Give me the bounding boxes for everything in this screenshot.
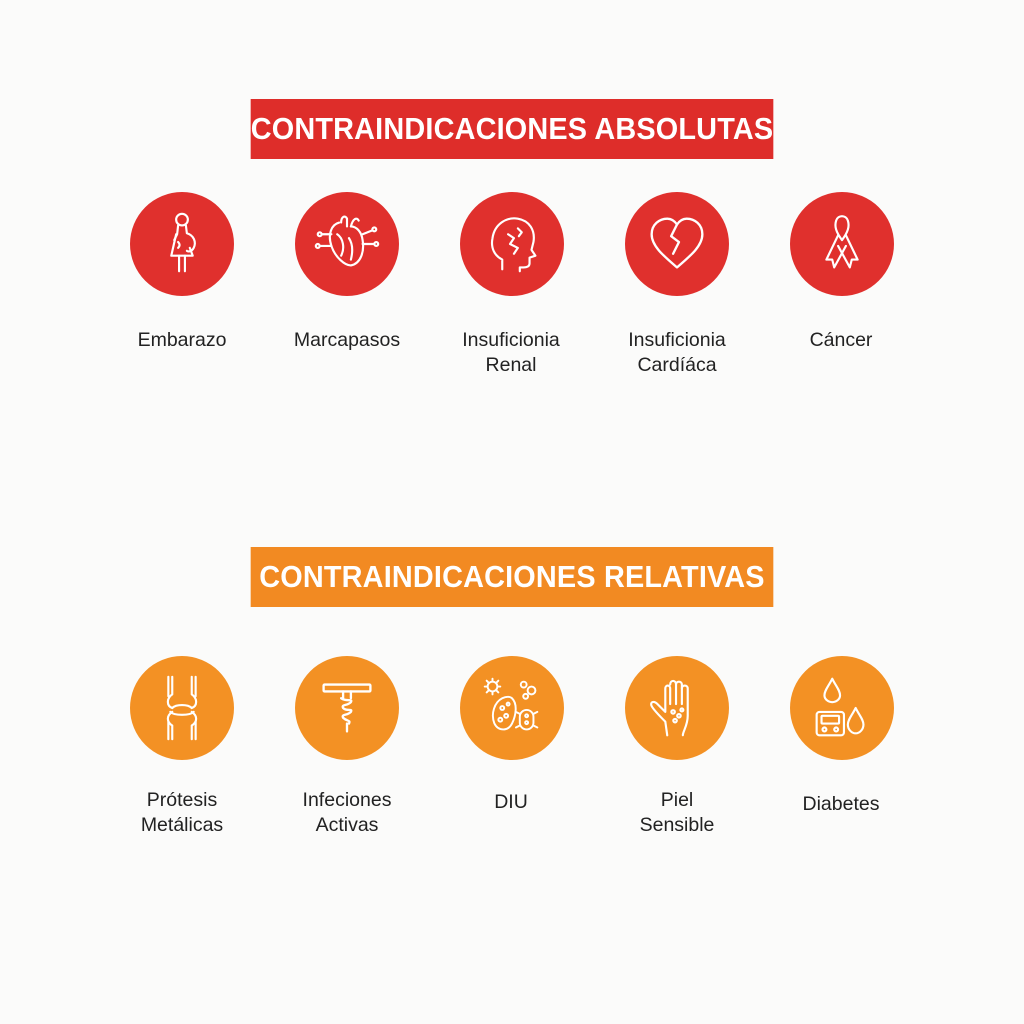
relative-contraindications-banner (251, 547, 774, 607)
item-label-cancer: Cáncer (809, 329, 873, 351)
item-label-infecciones-activas: Infeciones Activas (302, 789, 392, 836)
absolute-contraindications-banner (251, 99, 774, 159)
broken-heart-icon (625, 192, 729, 296)
knee-joint-icon (130, 656, 234, 760)
pregnant-woman-icon (130, 192, 234, 296)
iud-device-icon (295, 656, 399, 760)
glucose-meter-drops-icon (790, 656, 894, 760)
item-label-protesis-metalicas: Prótesis Metálicas (140, 789, 224, 836)
absolute-contraindications-title: CONTRAINDICACIONES ABSOLUTAS (250, 111, 774, 146)
item-label-diu: DIU (494, 791, 528, 813)
item-label-marcapasos: Marcapasos (293, 329, 401, 351)
head-lightning-icon (460, 192, 564, 296)
item-label-diabetes: Diabetes (802, 793, 880, 815)
item-label-insuficiencia-renal: Insuficionia Renal (462, 329, 560, 376)
item-label-piel-sensible: Piel Sensible (639, 789, 715, 836)
relative-contraindications-title: CONTRAINDICACIONES RELATIVAS (259, 559, 765, 594)
heart-pacemaker-icon (295, 192, 399, 296)
item-label-insuficiencia-cardiaca: Insuficionia Cardíáca (628, 329, 726, 376)
hand-skin-icon (625, 656, 729, 760)
bacteria-cells-icon (460, 656, 564, 760)
awareness-ribbon-icon (790, 192, 894, 296)
item-label-embarazo: Embarazo (137, 329, 227, 351)
